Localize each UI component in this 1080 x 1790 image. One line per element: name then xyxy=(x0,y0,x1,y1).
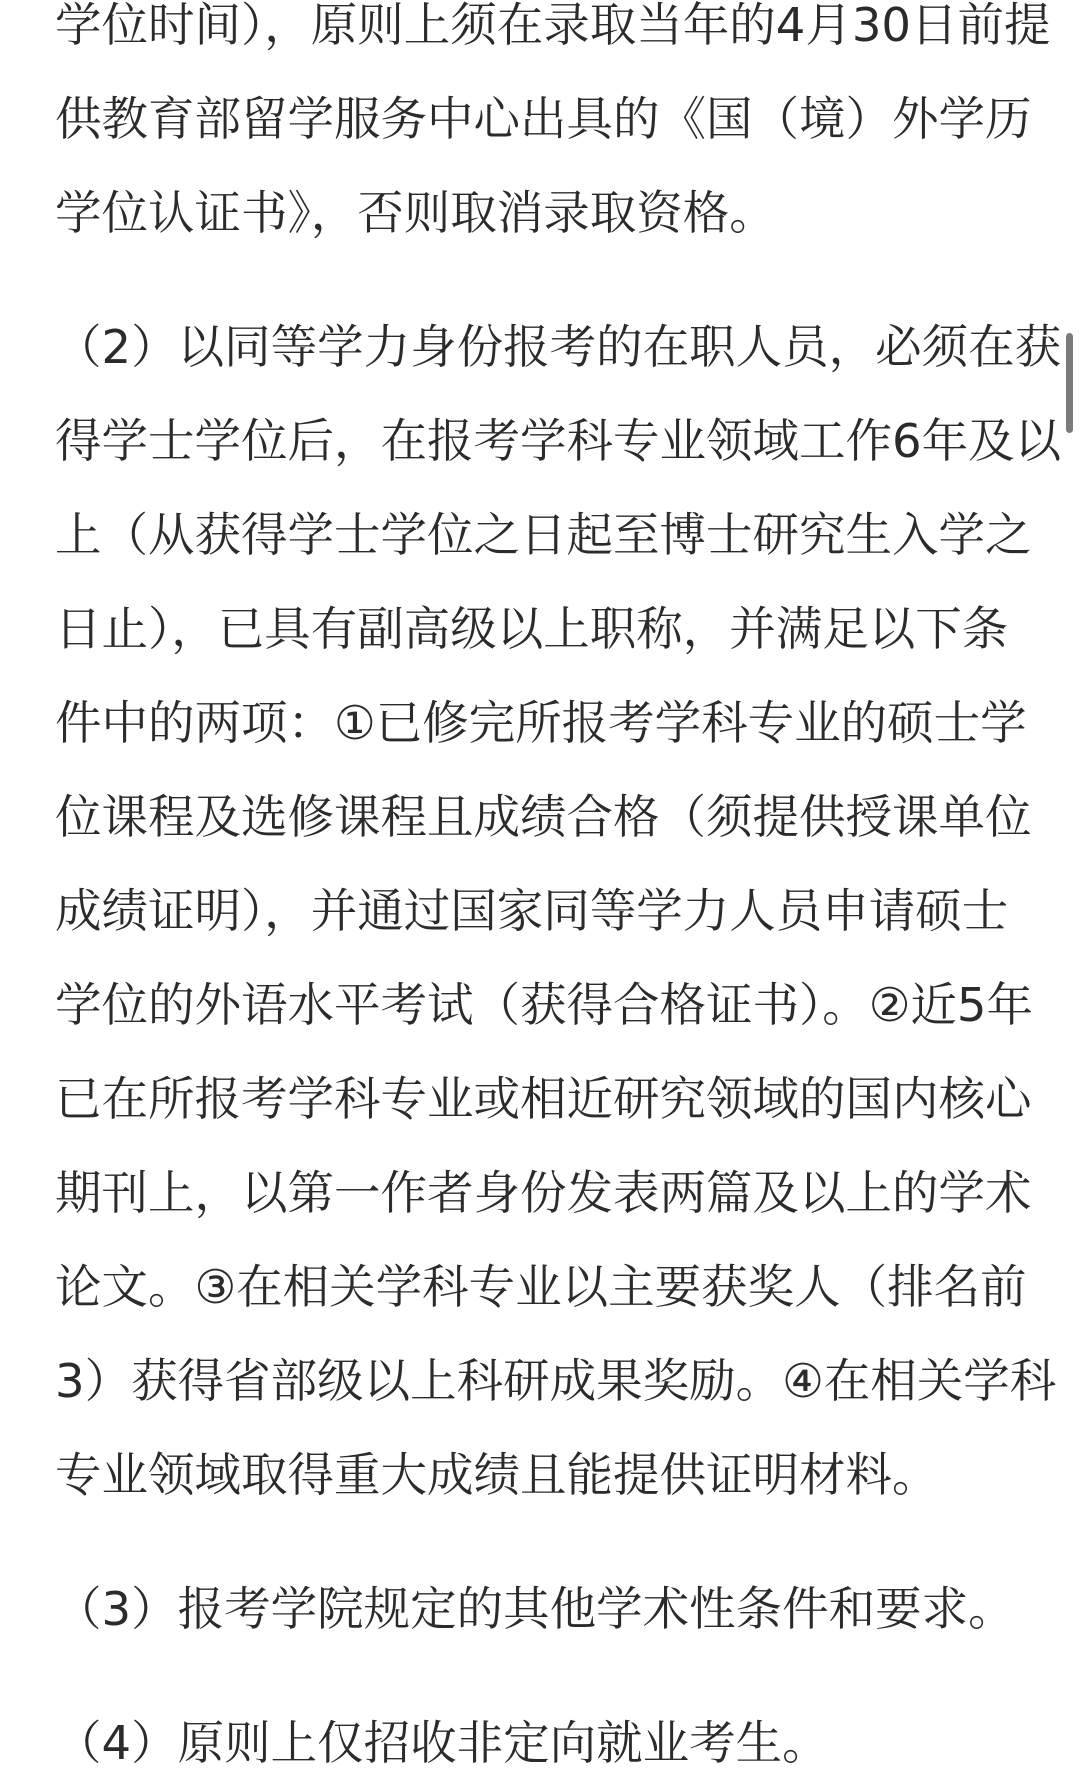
text-line: 3）获得省部级以上科研成果奖励。④在相关学科 xyxy=(55,1354,1057,1408)
paragraph-spacer xyxy=(55,260,1030,300)
text-line: （2）以同等学力身份报考的在职人员，必须在获 xyxy=(55,320,1062,374)
text-line: 件中的两项：①已修完所报考学科专业的硕士学 xyxy=(55,696,1027,750)
text-line: 论文。③在相关学科专业以主要获奖人（排名前 xyxy=(55,1260,1027,1314)
text-line: 期刊上，以第一作者身份发表两篇及以上的学术 xyxy=(55,1166,1032,1220)
paragraph-spacer xyxy=(55,1656,1030,1696)
text-line: （3）报考学院规定的其他学术性条件和要求。 xyxy=(55,1582,1015,1636)
paragraph-2 xyxy=(55,300,1062,1522)
text-line: 专业领域取得重大成绩且能提供证明材料。 xyxy=(55,1448,939,1502)
paragraph-1 xyxy=(55,0,1051,260)
text-line: 学位时间），原则上须在录取当年的4月30日前提 xyxy=(55,0,1051,52)
paragraph-3 xyxy=(55,1562,1030,1656)
text-line: 位课程及选修课程且成绩合格（须提供授课单位 xyxy=(55,790,1032,844)
article-body xyxy=(55,0,1062,1790)
text-line: 得学士学位后，在报考学科专业领域工作6年及以 xyxy=(55,414,1062,468)
text-line: 上（从获得学士学位之日起至博士研究生入学之 xyxy=(55,508,1032,562)
vertical-scrollbar[interactable] xyxy=(1066,333,1073,433)
paragraph-4 xyxy=(55,1696,1030,1790)
text-line: 学位认证书》，否则取消录取资格。 xyxy=(55,186,776,240)
text-line: （4）原则上仅招收非定向就业考生。 xyxy=(55,1716,829,1770)
text-line: 已在所报考学科专业或相近研究领域的国内核心 xyxy=(55,1072,1032,1126)
paragraph-spacer xyxy=(55,1522,1030,1562)
text-line: 成绩证明），并通过国家同等学力人员申请硕士 xyxy=(55,884,1009,938)
text-line: 供教育部留学服务中心出具的《国（境）外学历 xyxy=(55,92,1032,146)
text-line: 日止），已具有副高级以上职称，并满足以下条 xyxy=(55,602,1009,656)
text-line: 学位的外语水平考试（获得合格证书）。②近5年 xyxy=(55,978,1034,1032)
